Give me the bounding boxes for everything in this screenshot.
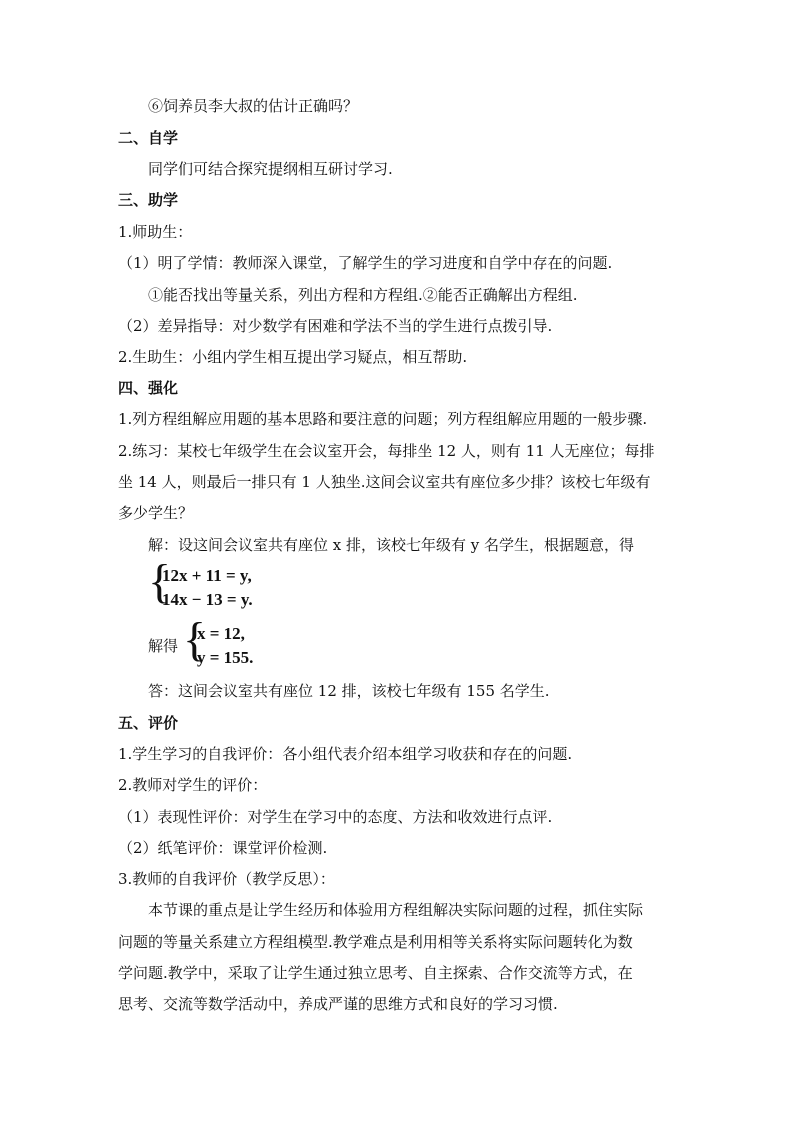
- text-line: 学问题.教学中，采取了让学生通过独立思考、自主探索、合作交流等方式，在: [118, 964, 633, 982]
- text-line: 多少学生？: [118, 504, 194, 522]
- text-line: 3.教师的自我评价（教学反思）：: [118, 870, 335, 888]
- text-line: 坐 14 人，则最后一排只有 1 人独坐.这间会议室共有座位多少排？该校七年级有: [118, 473, 651, 491]
- equation: 12x + 11 = y,: [162, 566, 252, 585]
- section-heading: 四、强化: [118, 379, 179, 397]
- left-brace-icon: {: [183, 613, 207, 666]
- text-line: ①能否找出等量关系，列出方程和方程组.②能否正确解出方程组.: [148, 286, 578, 304]
- text-line: 2.生助生：小组内学生相互提出学习疑点，相互帮助.: [118, 348, 468, 366]
- text-line: （1）明了学情：教师深入课堂，了解学生的学习进度和自学中存在的问题.: [118, 254, 613, 272]
- text-line: 本节课的重点是让学生经历和体验用方程组解决实际问题的过程，抓住实际: [148, 901, 644, 919]
- text-line: 2.教师对学生的评价：: [118, 776, 268, 794]
- text-line: 问题的等量关系建立方程组模型.教学难点是利用相等关系将实际问题转化为数: [118, 933, 633, 951]
- text-line: 答：这间会议室共有座位 12 排，该校七年级有 155 名学生.: [148, 682, 550, 700]
- equation: x = 12,: [197, 624, 245, 643]
- text-line: （2）纸笔评价：课堂评价检测.: [118, 839, 328, 857]
- text-line: （2）差异指导：对少数学有困难和学法不当的学生进行点拨引导.: [118, 317, 553, 335]
- text-line: 2.练习：某校七年级学生在会议室开会，每排坐 12 人，则有 11 人无座位；每排: [118, 442, 655, 460]
- text-line: 解：设这间会议室共有座位 x 排，该校七年级有 y 名学生，根据题意，得: [148, 536, 635, 554]
- equation: y = 155.: [197, 648, 254, 667]
- text-line: ⑥饲养员李大叔的估计正确吗？: [148, 97, 359, 115]
- left-brace-icon: {: [148, 555, 172, 608]
- text-line: 1.学生学习的自我评价：各小组代表介绍本组学习收获和存在的问题.: [118, 745, 573, 763]
- section-heading: 二、自学: [118, 129, 179, 147]
- text-line: 1.列方程组解应用题的基本思路和要注意的问题；列方程组解应用题的一般步骤.: [118, 410, 648, 428]
- text-line: （1）表现性评价：对学生在学习中的态度、方法和收效进行点评.: [118, 808, 553, 826]
- equation: 14x − 13 = y.: [162, 590, 253, 609]
- solution-label: 解得: [148, 637, 179, 655]
- text-line: 思考、交流等数学活动中，养成严谨的思维方式和良好的学习习惯.: [118, 995, 558, 1013]
- text-line: 同学们可结合探究提纲相互研讨学习.: [148, 160, 393, 178]
- section-heading: 五、评价: [118, 714, 179, 732]
- section-heading: 三、助学: [118, 191, 179, 209]
- text-line: 1.师助生：: [118, 223, 193, 241]
